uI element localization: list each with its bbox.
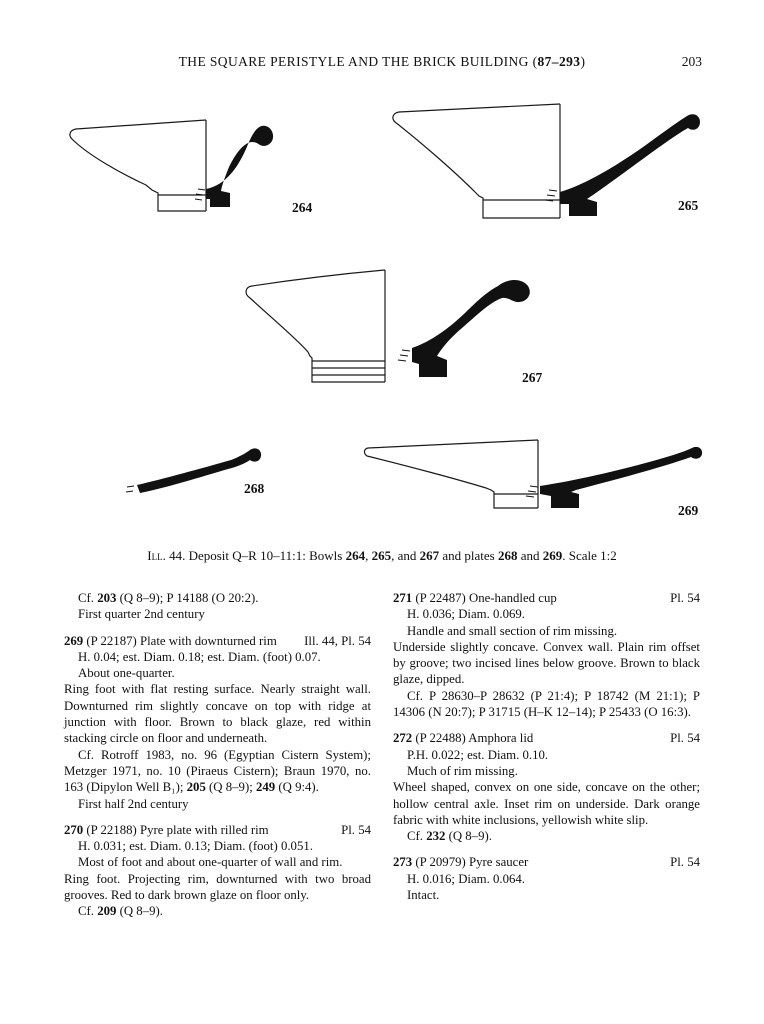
catalog-text [64,590,700,920]
entry-number: 270 [64,822,84,837]
profile-drawing-plate-269 [360,428,715,528]
plate-reference: Pl. 54 [341,822,371,837]
entry-number: 271 [393,591,413,605]
cf-line: Cf. 232 (Q 8–9). [407,829,492,844]
entry-number: 272 [393,731,413,746]
catalog-entry-269 [64,633,371,812]
figure-caption: Ill. 44. Deposit Q–R 10–11:1: Bowls 264, 265, and 267 and plates 268 and 269. Scale 1:2 [147,548,617,563]
date-line: First quarter 2nd century [78,607,205,622]
inventory-number: (P 22187) [86,633,137,648]
inventory-number: (P 22488) [415,731,466,746]
inventory-number: (P 20979) [415,855,466,870]
figure-label-268: 268 [244,481,265,496]
condition-line: Intact. [407,888,440,903]
catalog-entry-272 [393,730,700,844]
entry-title: Pyre saucer [468,855,529,870]
running-header: THE SQUARE PERISTYLE AND THE BRICK BUILDING (87–293) [178,54,586,69]
right-column [393,590,700,920]
description-paragraph: Ring foot with flat resting surface. Nearly straight wall. Downturned rim slightly concave on top with ridge at junction with floor. Brown to black glaze, red within stacking circle on floor and underneath. [64,682,371,746]
entry-title: One-handled cup [468,591,557,605]
description-paragraph: Underside slightly concave. Convex wall. Plain rim offset by groove; two incised lines below groove. Brown to black glaze, dipped. [393,639,700,687]
entry-title: Amphora lid [468,731,534,746]
catalog-entry-271 [393,590,700,720]
plate-reference: Pl. 54 [670,731,700,746]
cf-line: Cf. Rotroff 1983, no. 96 (Egyptian Cistern System); Metzger 1971, no. 10 (Piraeus Cistern); Braun 1970, no. 163 (Dipylon Well B₁); 205 (Q 8–9); 249 (Q 9:4). [64,747,371,795]
condition-line: Most of foot and about one-quarter of wall and rim. [78,855,343,870]
dimensions-line: P.H. 0.022; est. Diam. 0.10. [407,747,549,762]
figure-label-267: 267 [522,370,543,385]
figure-label-265: 265 [678,198,699,213]
profile-drawing-bowl-267 [240,260,570,395]
description-paragraph: Wheel shaped, convex on one side, concave on the other; hollow central axle. Inset rim on underside. Dark orange fabric with white inclusions, yellowish white slip. [393,780,700,827]
condition-line: Much of rim missing. [407,763,518,778]
catalog-entry-273 [393,854,700,903]
catalog-entry-continuation [64,590,371,623]
cf-line: Cf. P 28630–P 28632 (P 21:4); P 18742 (M 21:1); P 14306 (N 20:7); P 31715 (H–K 12–14); P 25433 (O 16:3). [393,688,700,720]
date-line: First half 2nd century [78,796,189,811]
dimensions-line: H. 0.04; est. Diam. 0.18; est. Diam. (foot) 0.07. [78,649,321,664]
left-column [64,590,371,920]
inventory-number: (P 22487) [415,591,466,605]
cf-line: Cf. 209 (Q 8–9). [78,904,163,919]
cf-line: Cf. 203 (Q 8–9); P 14188 (O 20:2). [78,591,259,605]
dimensions-line: H. 0.036; Diam. 0.069. [407,607,526,622]
entry-title: Plate with downturned rim [139,633,277,648]
entry-number: 273 [393,855,413,870]
entry-title: Pyre plate with rilled rim [139,822,269,837]
plate-reference: Pl. 54 [670,855,700,870]
plate-reference: Pl. 54 [670,591,700,605]
inventory-number: (P 22188) [86,822,137,837]
condition-line: About one-quarter. [78,666,175,681]
plate-reference: Ill. 44, Pl. 54 [304,633,371,648]
page-number: 203 [681,54,702,69]
dimensions-line: H. 0.016; Diam. 0.064. [407,871,526,886]
dimensions-line: H. 0.031; est. Diam. 0.13; Diam. (foot) 0.051. [78,839,313,854]
condition-line: Handle and small section of rim missing. [407,623,618,638]
catalog-entry-270 [64,822,371,920]
description-paragraph: Ring foot. Projecting rim, downturned with two broad grooves. Red to dark brown glaze on floor only. [64,871,371,903]
entry-number: 269 [64,633,84,648]
figure-label-264: 264 [292,200,313,215]
figure-label-269: 269 [678,503,699,518]
